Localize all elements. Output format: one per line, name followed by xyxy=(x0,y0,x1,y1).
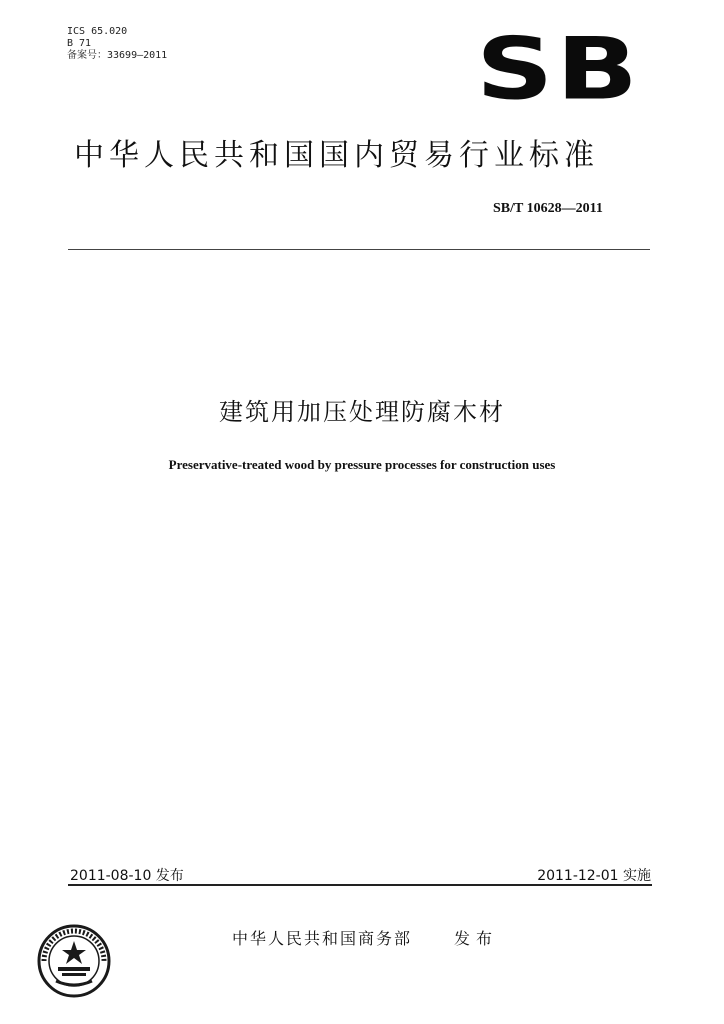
top-divider xyxy=(68,249,650,250)
issue-date: 2011-08-10 发布 xyxy=(70,868,184,884)
document-title-cn: 建筑用加压处理防腐木材 xyxy=(219,398,505,426)
issuer-name: 中华人民共和国商务部 xyxy=(232,929,413,948)
org-title: 中华人民共和国国内贸易行业标准 xyxy=(74,138,599,173)
ics-code: ICS 65.020 xyxy=(67,26,128,37)
issuer-action: 发布 xyxy=(454,929,499,948)
record-number: 备案号：33699—2011 xyxy=(67,50,168,61)
document-title-en: Preservative-treated wood by pressure processes for construction uses xyxy=(168,457,556,472)
implementation-date: 2011-12-01 实施 xyxy=(537,868,651,884)
standard-number: SB/T 10628—2011 xyxy=(493,201,603,216)
bottom-divider xyxy=(68,884,652,886)
sb-logo: SB xyxy=(476,19,641,119)
header-meta xyxy=(67,26,167,62)
official-seal-icon xyxy=(36,923,112,999)
ccs-code: B 71 xyxy=(67,38,92,49)
